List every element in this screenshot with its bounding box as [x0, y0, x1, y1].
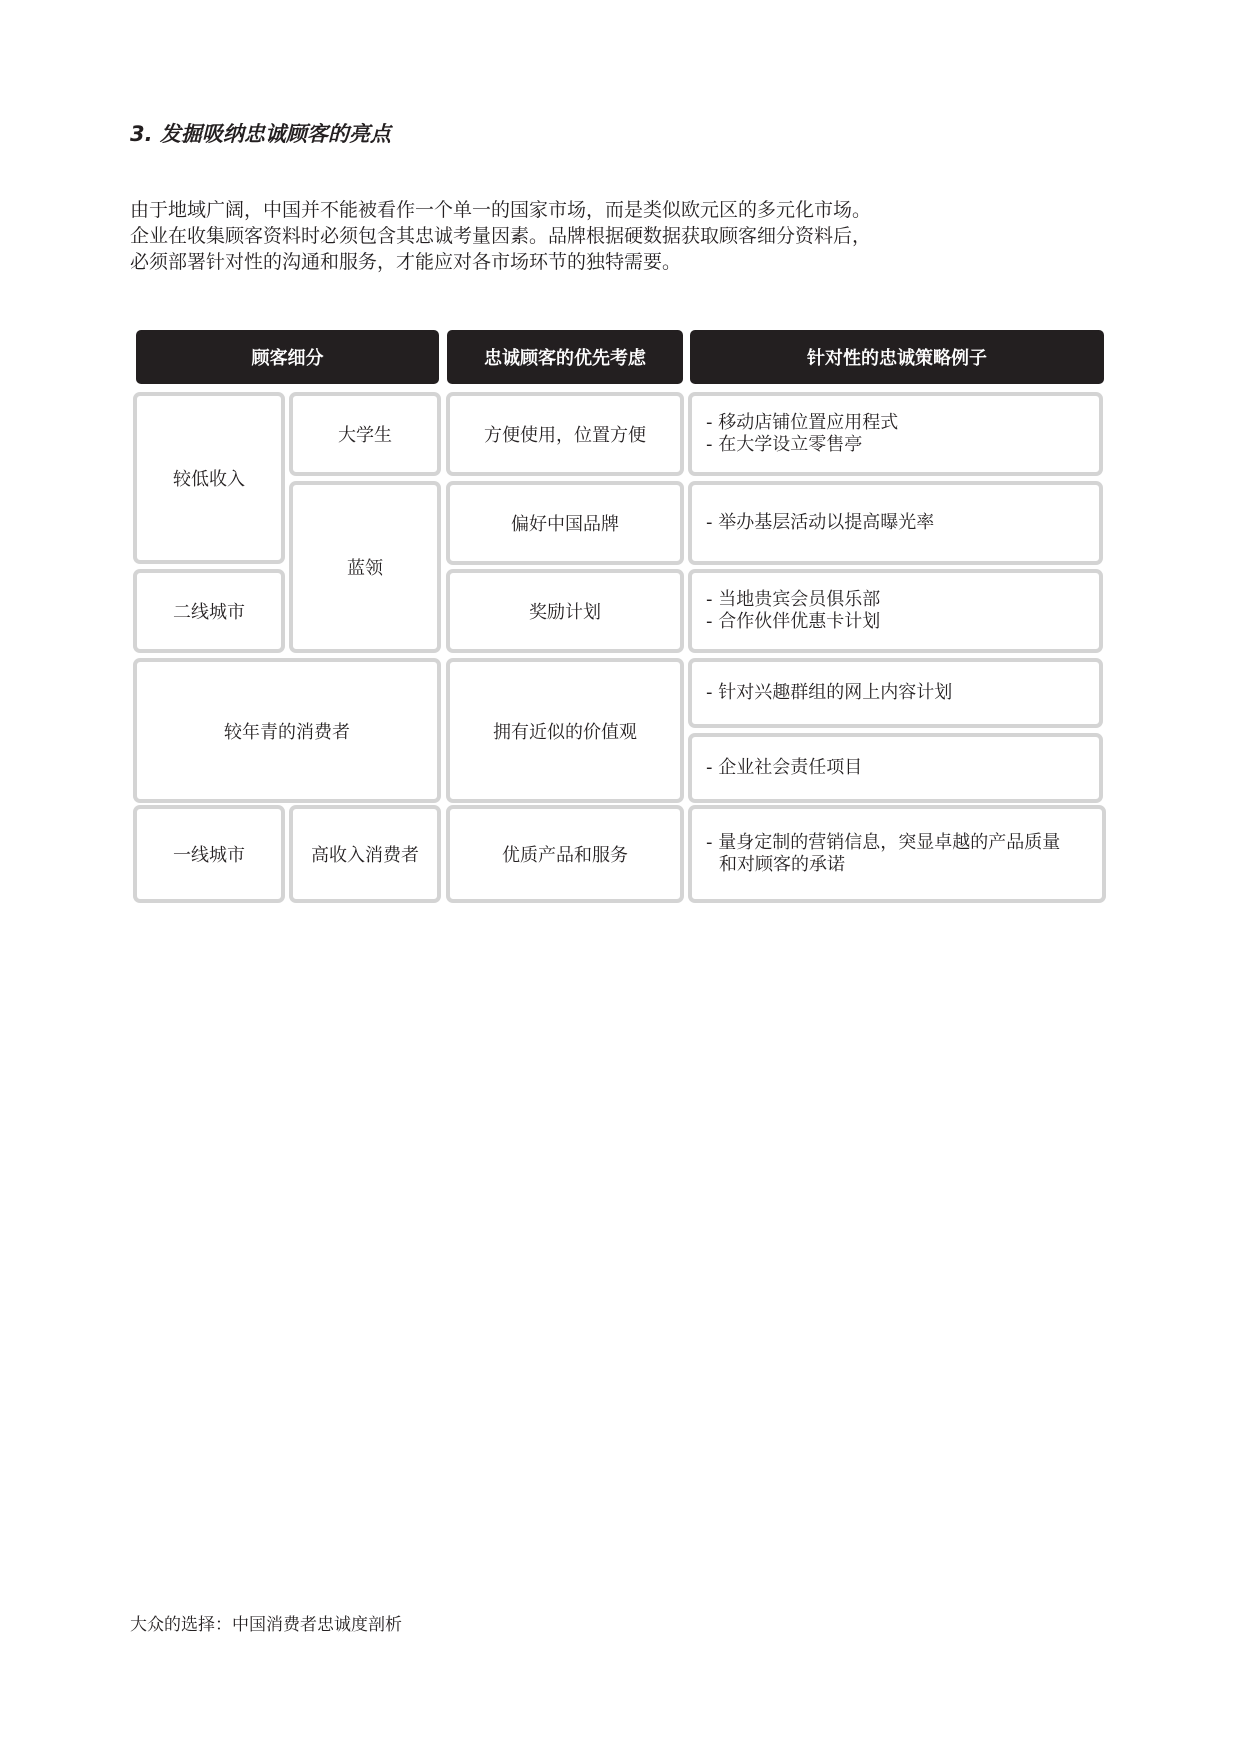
priority-convenience — [446, 392, 684, 476]
priority-shared-values — [446, 658, 684, 803]
strategy-line: - 在大学设立零售亭 — [706, 434, 863, 455]
segment-tier2-city — [133, 569, 285, 653]
section-heading: 3. 发掘吸纳忠诚顾客的亮点 — [130, 122, 391, 146]
strategy-tailored-marketing — [688, 805, 1106, 903]
strategy-line: - 针对兴趣群组的网上内容计划 — [706, 682, 953, 703]
priority-label: 拥有近似的价值观 — [493, 721, 637, 743]
strategy-line: - 举办基层活动以提高曝光率 — [706, 512, 935, 533]
strategy-line: - 合作伙伴优惠卡计划 — [706, 611, 881, 632]
priority-label: 方便使用，位置方便 — [484, 425, 646, 446]
strategy-line: - 量身定制的营销信息，突显卓越的产品质量 — [706, 832, 1061, 853]
strategy-mobile-kiosk — [688, 392, 1103, 476]
strategy-line: - 当地贵宾会员俱乐部 — [706, 589, 881, 610]
priority-chinese-brand — [446, 481, 684, 565]
segment-label: 较低收入 — [173, 469, 245, 490]
strategy-csr — [688, 733, 1103, 803]
strategy-online-content — [688, 658, 1103, 728]
intro-line: 由于地域广阔，中国并不能被看作一个单一的国家市场，而是类似欧元区的多元化市场。 — [130, 199, 872, 221]
strategy-vip-club — [688, 569, 1103, 653]
footer-title: 大众的选择：中国消费者忠诚度剖析 — [130, 1615, 402, 1635]
segment-students — [289, 392, 441, 476]
priority-label: 偏好中国品牌 — [511, 514, 619, 535]
priority-quality — [446, 805, 684, 903]
strategy-line: - 移动店铺位置应用程式 — [706, 412, 899, 433]
header-strategy-examples: 针对性的忠诚策略例子 — [690, 330, 1104, 384]
priority-rewards — [446, 569, 684, 653]
segment-label: 蓝领 — [347, 558, 383, 579]
segment-label: 一线城市 — [173, 845, 245, 866]
segment-tier1-city — [133, 805, 285, 903]
segment-high-income — [289, 805, 441, 903]
header-loyalty-priority: 忠诚顾客的优先考虑 — [447, 330, 683, 384]
priority-label: 奖励计划 — [529, 602, 601, 623]
strategy-line: 和对顾客的承诺 — [719, 854, 845, 875]
segment-lower-income — [133, 392, 285, 564]
priority-label: 优质产品和服务 — [502, 845, 628, 866]
intro-line: 必须部署针对性的沟通和服务，才能应对各市场环节的独特需要。 — [130, 251, 682, 273]
segment-label: 较年青的消费者 — [224, 721, 350, 743]
segment-younger-consumers — [133, 658, 441, 803]
intro-line: 企业在收集顾客资料时必须包含其忠诚考量因素。品牌根据硬数据获取顾客细分资料后， — [130, 225, 872, 247]
segment-label: 高收入消费者 — [311, 845, 419, 866]
segment-label: 二线城市 — [173, 602, 245, 623]
strategy-grassroots — [688, 481, 1103, 565]
segment-blue-collar — [289, 481, 441, 653]
strategy-line: - 企业社会责任项目 — [706, 757, 863, 778]
segment-label: 大学生 — [338, 425, 392, 446]
header-customer-segment: 顾客细分 — [136, 330, 439, 384]
intro-paragraph — [130, 197, 1130, 275]
